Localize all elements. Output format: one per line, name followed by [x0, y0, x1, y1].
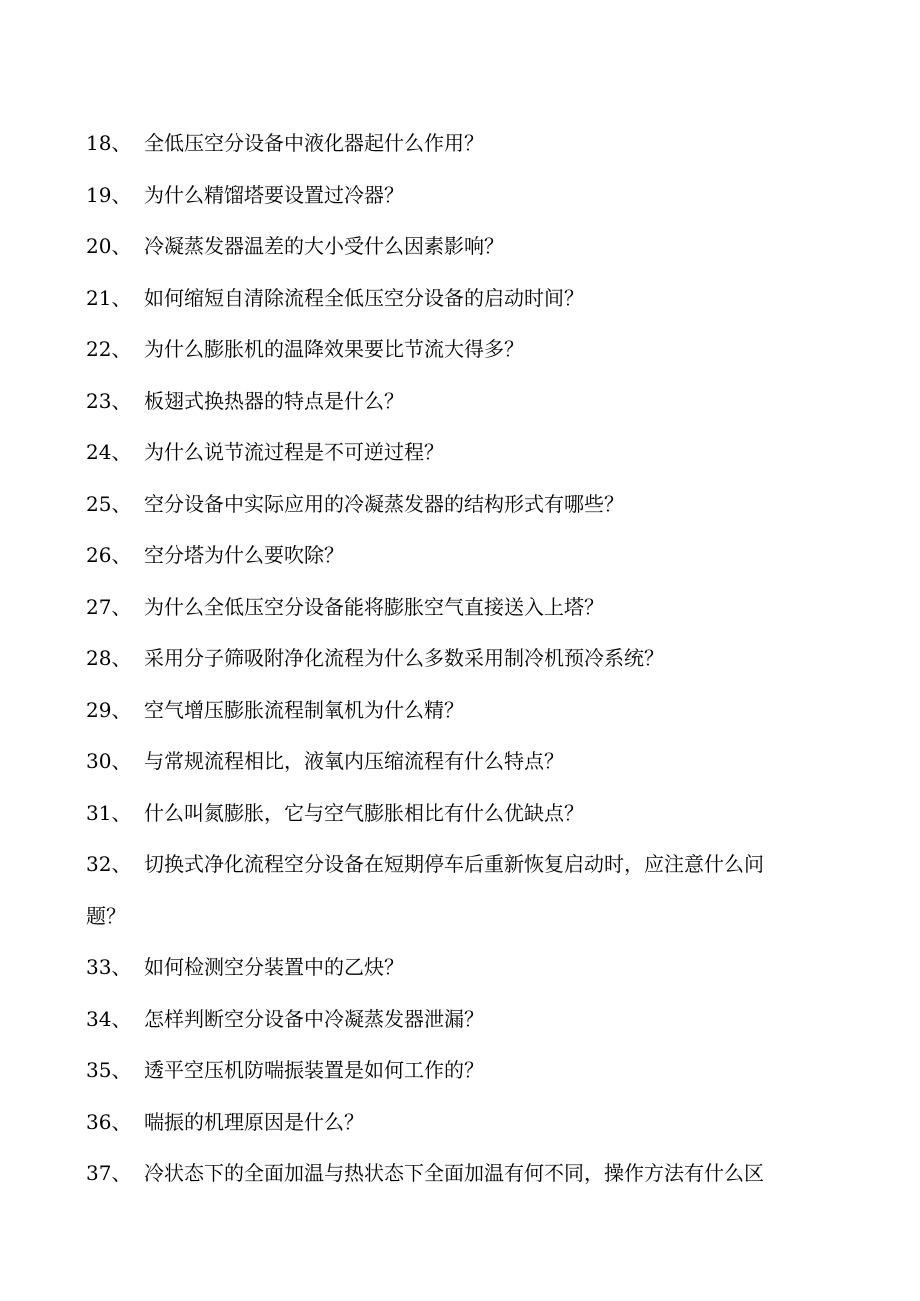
question-number: 25、	[86, 491, 132, 516]
question-text: 采用分子筛吸附净化流程为什么多数采用制冷机预冷系统？	[144, 646, 664, 670]
question-number: 20、	[86, 234, 132, 258]
list-item	[86, 839, 826, 942]
question-text: 为什么膨胀机的温降效果要比节流大得多？	[144, 337, 524, 361]
question-number: 24、	[86, 440, 132, 464]
question-text: 什么叫氮膨胀，它与空气膨胀相比有什么优缺点？	[144, 800, 584, 825]
question-text: 切换式净化流程空分设备在短期停车后重新恢复启动时，应注意什么问	[144, 852, 764, 876]
list-item	[86, 221, 826, 273]
list-item	[86, 479, 826, 531]
question-number: 35、	[86, 1058, 132, 1082]
question-number: 26、	[86, 543, 132, 567]
question-number: 21、	[86, 285, 132, 310]
list-item	[86, 1045, 826, 1097]
question-text: 为什么全低压空分设备能将膨胀空气直接送入上塔？	[144, 594, 604, 619]
question-text: 冷状态下的全面加温与热状态下全面加温有何不同，操作方法有什么区	[144, 1161, 764, 1185]
question-number: 34、	[86, 1006, 132, 1031]
list-item	[86, 273, 826, 325]
question-text: 如何缩短自清除流程全低压空分设备的启动时间？	[144, 285, 584, 310]
question-text: 板翅式换热器的特点是什么？	[144, 388, 404, 413]
question-list	[86, 118, 826, 1200]
question-number: 33、	[86, 955, 132, 979]
question-text: 如何检测空分装置中的乙炔？	[144, 955, 404, 979]
question-number: 32、	[86, 852, 132, 876]
question-text: 怎样判断空分设备中冷凝蒸发器泄漏？	[144, 1006, 484, 1031]
list-item	[86, 582, 826, 634]
list-item	[86, 530, 826, 582]
question-number: 18、	[86, 131, 132, 155]
question-text: 喘振的机理原因是什么？	[144, 1109, 364, 1134]
question-number: 31、	[86, 800, 132, 825]
question-number: 36、	[86, 1109, 132, 1134]
question-text-continued: 题？	[86, 903, 126, 928]
list-item	[86, 376, 826, 428]
question-number: 27、	[86, 594, 132, 619]
list-item	[86, 633, 826, 685]
question-text: 空分塔为什么要吹除？	[144, 543, 344, 567]
list-item	[86, 788, 826, 840]
question-number: 37、	[86, 1161, 132, 1185]
list-item	[86, 1148, 826, 1200]
question-text: 全低压空分设备中液化器起什么作用？	[144, 131, 484, 155]
question-number: 22、	[86, 337, 132, 361]
question-text: 为什么说节流过程是不可逆过程？	[144, 440, 444, 464]
list-item	[86, 1097, 826, 1149]
list-item	[86, 170, 826, 222]
list-item	[86, 685, 826, 737]
question-text: 透平空压机防喘振装置是如何工作的？	[144, 1058, 484, 1082]
question-number: 23、	[86, 388, 132, 413]
question-number: 19、	[86, 182, 132, 207]
question-text: 冷凝蒸发器温差的大小受什么因素影响？	[144, 234, 504, 258]
question-number: 28、	[86, 646, 132, 670]
question-text: 为什么精馏塔要设置过冷器？	[144, 182, 404, 207]
list-item	[86, 118, 826, 170]
question-text: 空气增压膨胀流程制氧机为什么精？	[144, 697, 464, 722]
question-text: 空分设备中实际应用的冷凝蒸发器的结构形式有哪些？	[144, 491, 624, 516]
question-number: 29、	[86, 697, 132, 722]
question-text: 与常规流程相比，液氧内压缩流程有什么特点？	[144, 749, 564, 773]
list-item	[86, 427, 826, 479]
question-number: 30、	[86, 749, 132, 773]
list-item	[86, 324, 826, 376]
list-item	[86, 942, 826, 994]
list-item	[86, 736, 826, 788]
list-item	[86, 994, 826, 1046]
question-line-1	[86, 839, 826, 891]
